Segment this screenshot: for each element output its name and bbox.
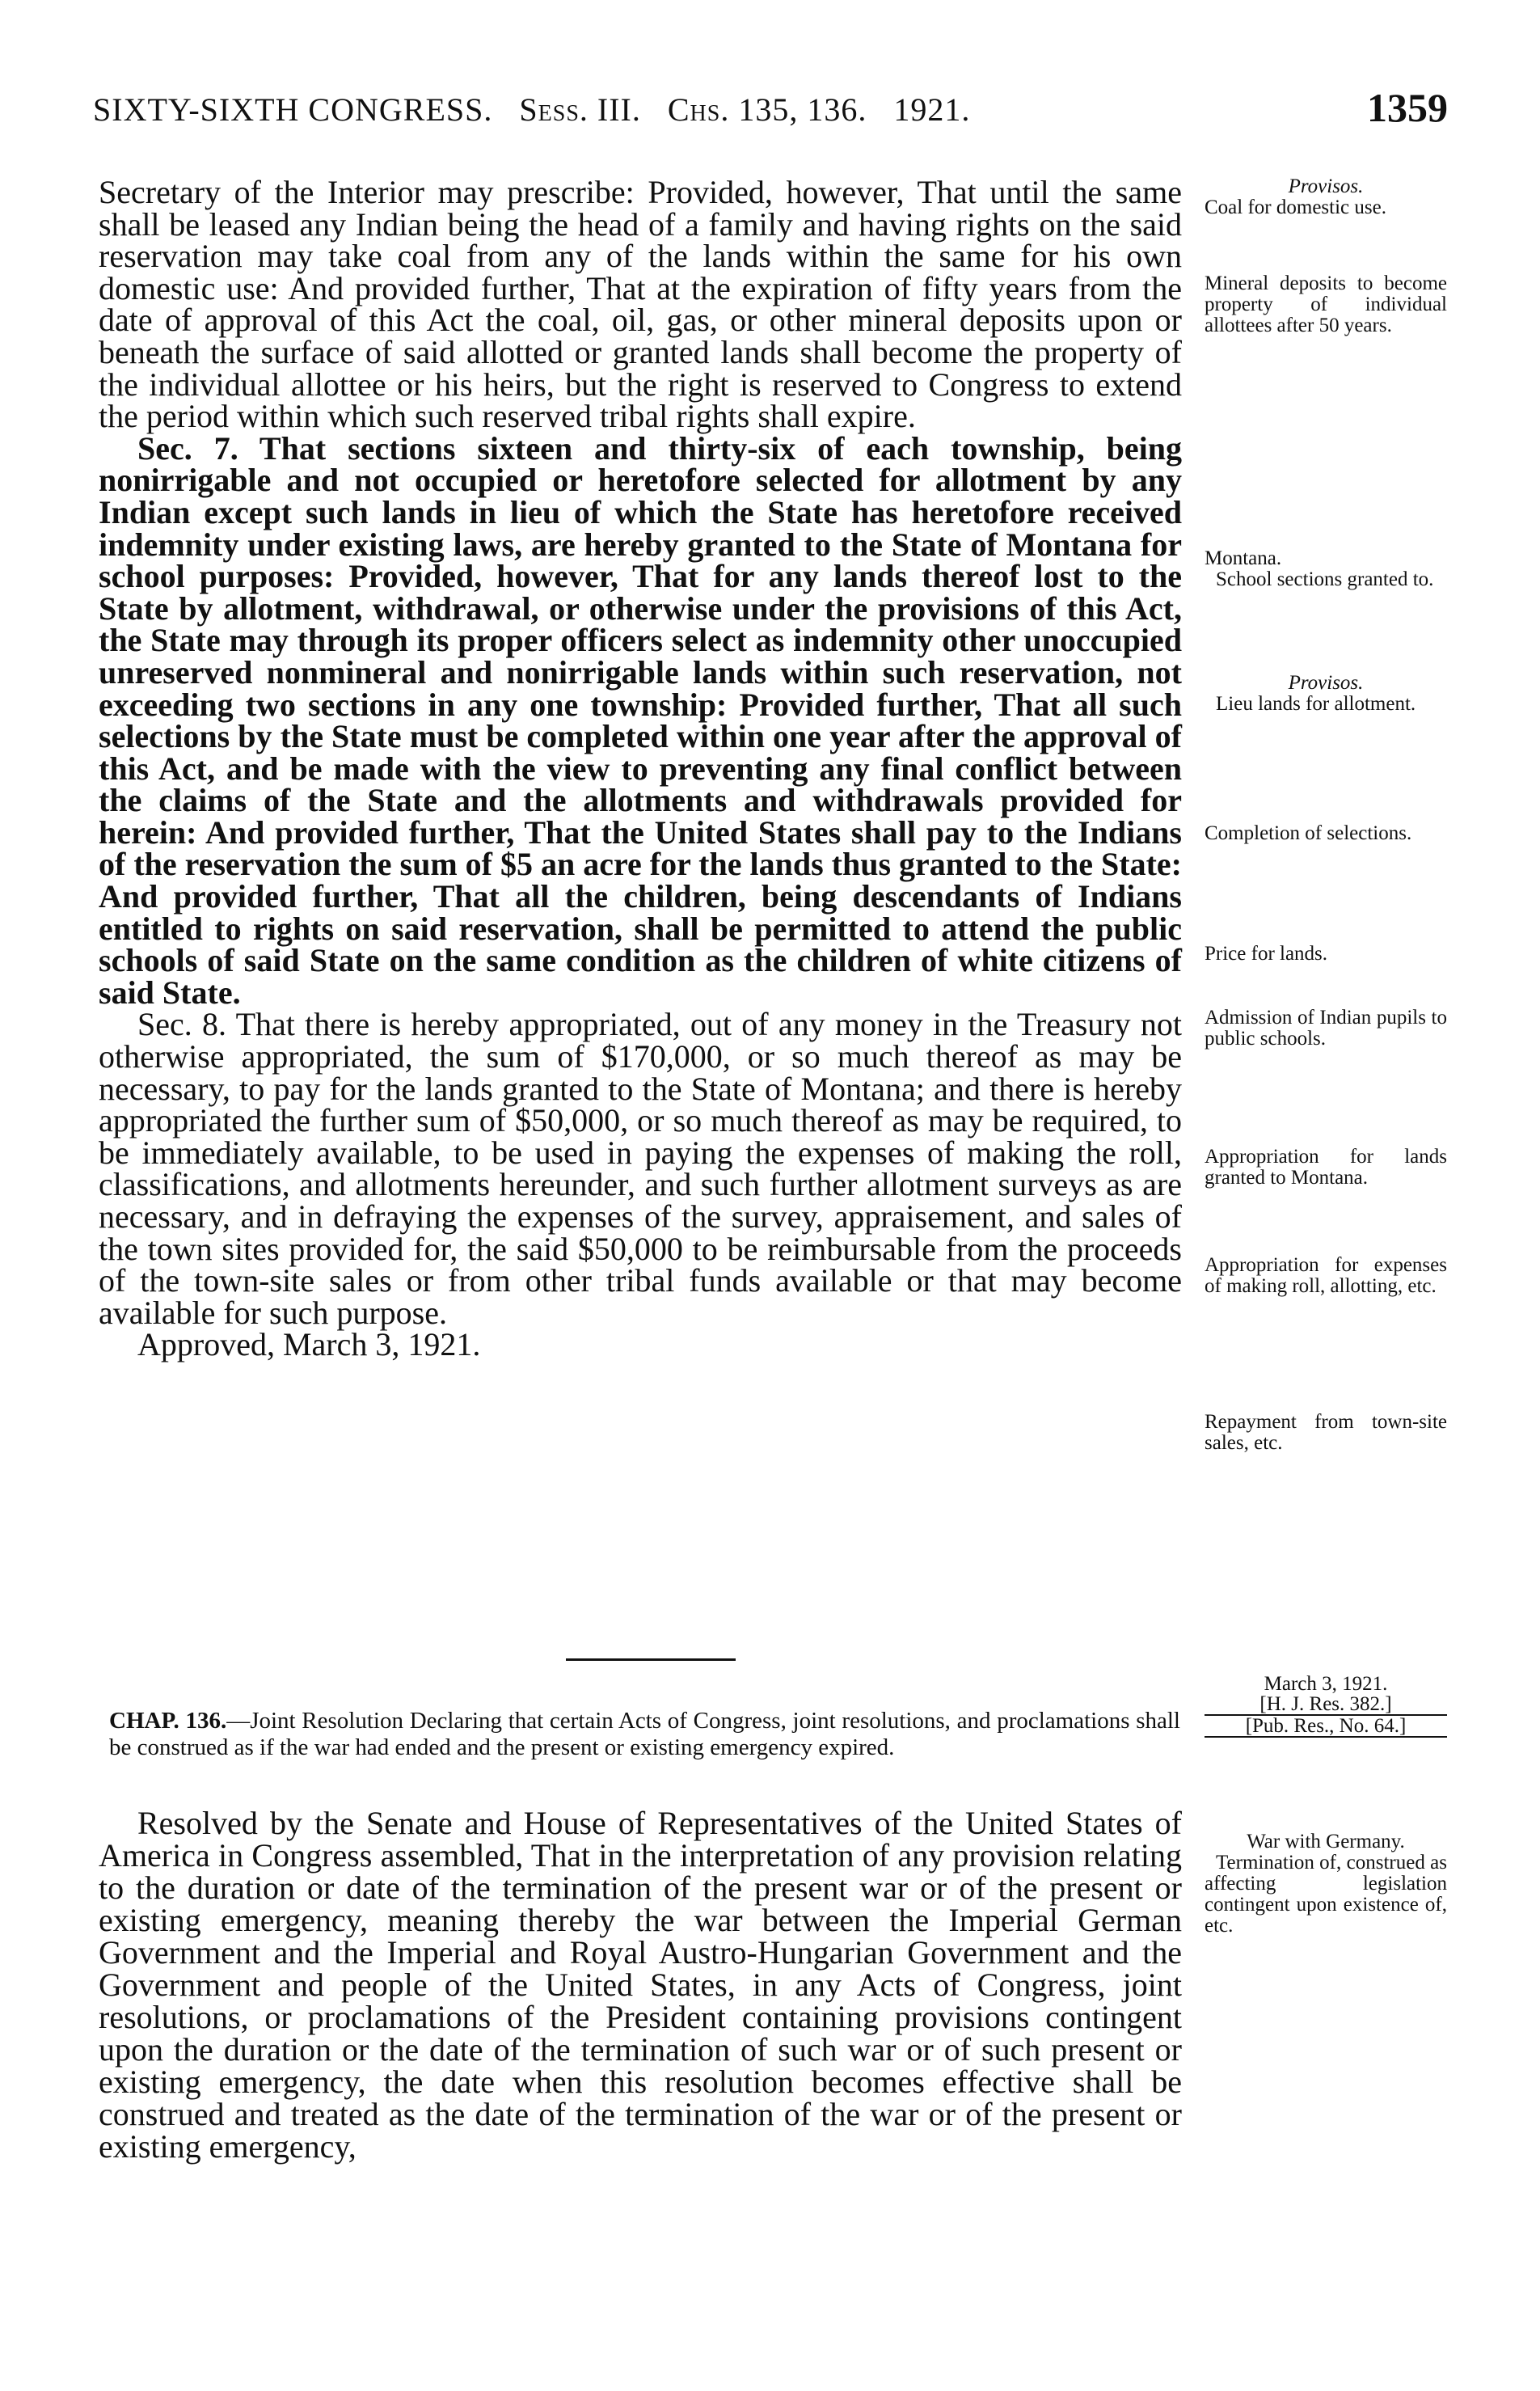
margin-note-provisos-lieu xyxy=(1205,673,1447,715)
header-session: Sess. III. xyxy=(519,91,641,128)
page-number: 1359 xyxy=(1367,85,1448,130)
margin-note-war-germany xyxy=(1205,1831,1447,1937)
paragraph-sec-7: Sec. 7. That sections sixteen and thirty-six of each township, being nonirrigable and not occupied or heretofore selected for allotment by any Indian except such lands in lieu of which the State has heretofore received indemnity under existing laws, are hereby granted to the State of Montana for school purposes: Provided, however, That for any lands thereof lost to the State by allotment, withdrawal, or otherwise under the provisions of this Act, the State may through its proper officers select as indemnity other unoccupied unreserved nonmineral and nonirrigable lands within such reservation, not exceeding two sections in any one township: Provided further, That all such selections by the State must be completed within one year after the approval of this Act, and be made with the view to preventing any final conflict between the claims of the State and the allotments and withdrawals provided for herein: And provided further, That the United States shall pay to the Indians of the reservation the sum of $5 an acre for the lands thus granted to the State: And provided further, That all the children, being descendants of Indians entitled to rights on said reservation, shall be permitted to attend the public schools of said State on the same condition as the children of white citizens of said State. xyxy=(99,429,1182,1011)
margin-montana-heading: Montana. xyxy=(1205,547,1282,569)
margin-note-completion: Completion of selections. xyxy=(1205,822,1412,844)
margin-note-montana xyxy=(1205,548,1447,590)
margin-provisos-heading: Provisos. xyxy=(1288,175,1364,197)
chapter-136-heading xyxy=(109,1708,1180,1761)
chapter-hj-res: [H. J. Res. 382.] xyxy=(1205,1694,1447,1716)
approved-line: Approved, March 3, 1921. xyxy=(137,1326,481,1363)
main-text xyxy=(99,176,1182,1361)
header-year: 1921. xyxy=(893,91,971,128)
margin-note-appropriation-expenses: Appropriation for expenses of making roll, allotting, etc. xyxy=(1205,1254,1447,1297)
chapter-date: March 3, 1921. xyxy=(1264,1673,1388,1695)
margin-school-sections: School sections granted to. xyxy=(1216,568,1434,590)
resolution-paragraph: Resolved by the Senate and House of Representatives of the United States of America in Congress assembled, That in the interpretation of any provision relating to the duration or date of the termination of the present war or of the present or existing emergency, meaning thereby the war between the Imperial German Government and the Imperial and Royal Austro-Hungarian Government and the Government and people of the United States, in any Acts of Congress, joint resolutions, or proclamations of the President containing provisions contingent upon the duration or the date of the termination of such war or of such present or existing emergency, the date when this resolution becomes effective shall be construed and treated as the date of the termination of the war or of the present or existing emergency, xyxy=(99,1805,1182,2165)
margin-war-heading: War with Germany. xyxy=(1247,1831,1405,1852)
margin-note-appropriation-lands: Appropriation for lands granted to Montana. xyxy=(1205,1146,1447,1189)
resolution-text xyxy=(99,1807,1182,2163)
chapter-description: —Joint Resolution Declaring that certain Acts of Congress, joint resolutions, and proclamations shall be construed as if the war had ended and the present or existing emergency expired. xyxy=(109,1708,1180,1760)
paragraph-sec-8: Sec. 8. That there is hereby appropriated, out of any money in the Treasury not otherwise appropriated, the sum of $170,000, or so much thereof as may be necessary, to pay for the lands granted to the State of Montana; and there is hereby appropriated the further sum of $50,000, or so much thereof as may be required, to be immediately available, to be used in paying the expenses of making the roll, classifications, and allotments hereunder, and such further allotment surveys as are necessary, and in defraying the expenses of the survey, appraisement, and sales of the town sites provided for, the said $50,000 to be reimbursable from the proceeds of the town-site sales or from other tribal funds available or that may become available for such purpose. xyxy=(99,1006,1182,1331)
margin-note-mineral-deposits: Mineral deposits to become property of individual allottees after 50 years. xyxy=(1205,272,1447,336)
margin-note-provisos-coal xyxy=(1205,176,1447,218)
running-header xyxy=(93,85,1448,147)
margin-provisos2-heading: Provisos. xyxy=(1288,672,1364,694)
paragraph-provisos: Secretary of the Interior may prescribe: Provided, however, That until the same shall be leased any Indian being the head of a family and having rights on the said reservation may take coal from any of the lands within the same for his own domestic use: And provided further, That at the expiration of fifty years from the date of approval of this Act the coal, oil, gas, or other mineral deposits upon or beneath the surface of said allotted or granted lands shall become the property of the individual allottee or his heirs, but the right is reserved to Congress to extend the period within which such reserved tribal rights shall expire. xyxy=(99,174,1182,435)
margin-note-price: Price for lands. xyxy=(1205,943,1328,965)
margin-note-admission: Admission of Indian pupils to public schools. xyxy=(1205,1007,1447,1050)
section-divider xyxy=(566,1658,736,1661)
margin-note-repayment: Repayment from town-site sales, etc. xyxy=(1205,1411,1447,1454)
margin-coal-domestic: Coal for domestic use. xyxy=(1205,196,1386,218)
margin-lieu-lands: Lieu lands for allotment. xyxy=(1216,693,1416,715)
chapter-reference-box xyxy=(1205,1674,1447,1738)
chapter-pub-res: [Pub. Res., No. 64.] xyxy=(1205,1716,1447,1738)
chapter-title: CHAP. 136. xyxy=(109,1708,227,1734)
header-chapters: Chs. 135, 136. xyxy=(667,91,867,128)
margin-war-termination: Termination of, construed as affecting legislation contingent upon existence of, etc. xyxy=(1205,1852,1447,1937)
header-congress: SIXTY-SIXTH CONGRESS. xyxy=(93,91,493,128)
header-left xyxy=(93,91,970,129)
